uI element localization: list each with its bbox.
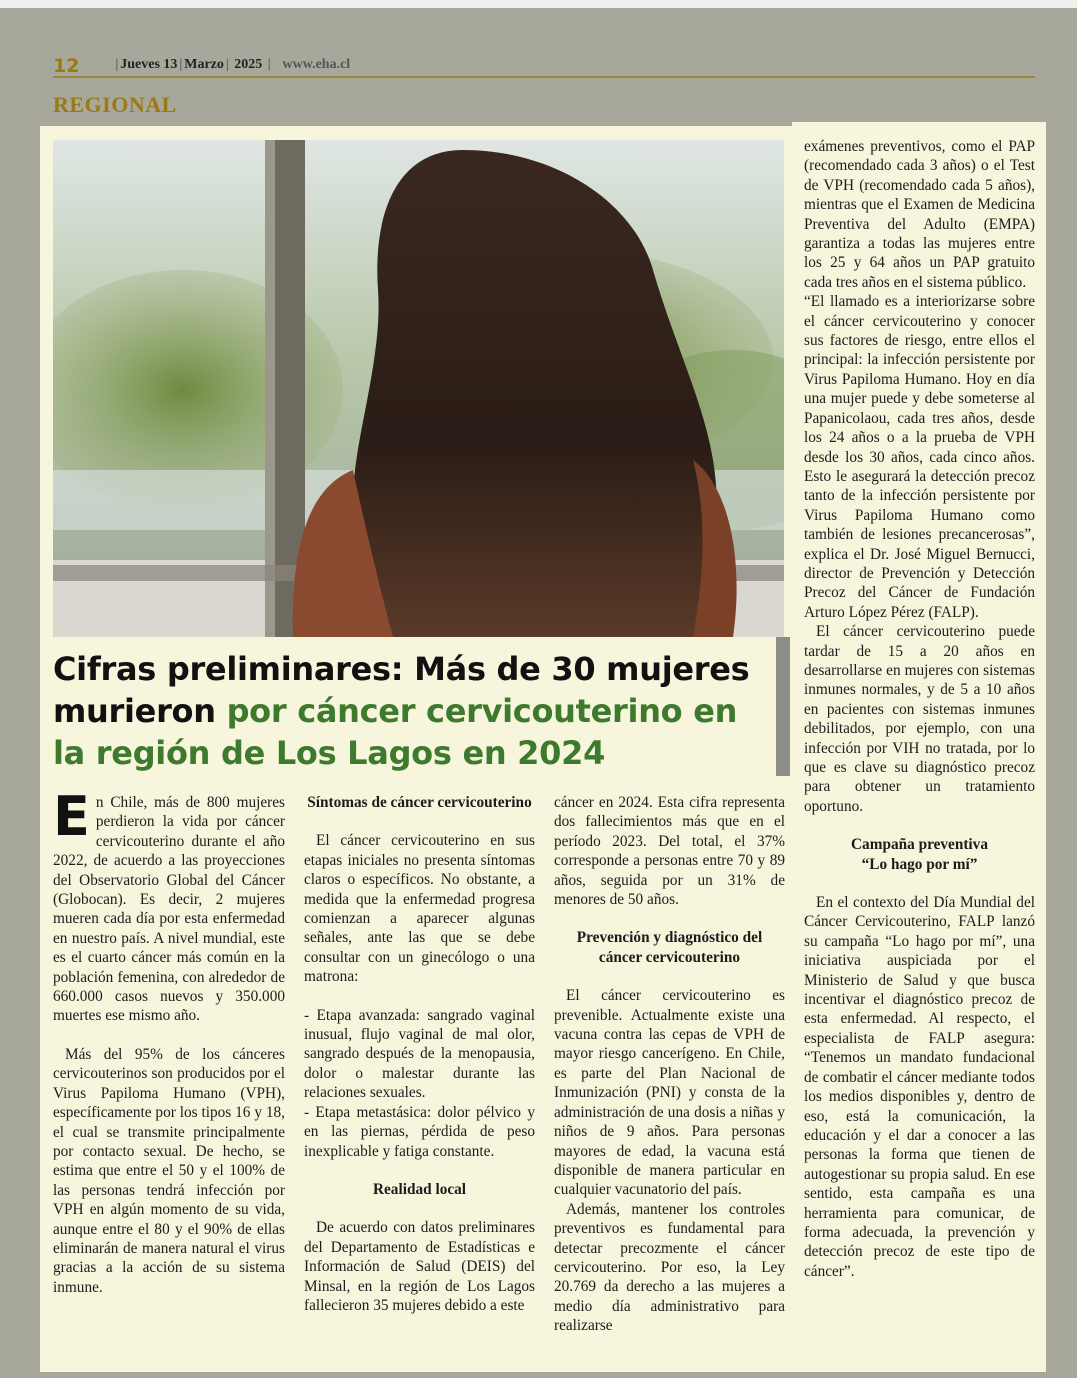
issue-year: 2025 <box>234 57 263 72</box>
col2-bullet-2: - Etapa metastásica: dolor pélvico y en las piernas, pérdida de peso inexplicable y fatiga constante. <box>304 1103 535 1160</box>
subheading-campana: Campaña preventiva <box>851 836 988 854</box>
col2-bullet-1: - Etapa avanzada: sangrado vaginal inusual, flujo vaginal de mal olor, sangrado después de la menopausia, dolor o malestar durante las relaciones sexuales. <box>304 1006 535 1102</box>
col4-paragraph-1: exámenes preventivos, como el PAP (recomendado cada 3 años) o el Test de VPH (recomendado cada 5 años), mientras que el Examen de Medicina Preventiva del Adulto (EMPA) garantiza a todas las mujeres entre los 25 y 64 años un PAP gratuito cada tres años en el sistema público. <box>804 138 1035 291</box>
article-column-4 <box>804 137 1035 1281</box>
col4-paragraph-4: En el contexto del Día Mundial del Cáncer Cervicouterino, FALP lanzó su campaña “Lo hago por mí”, una iniciativa auspiciada por el Ministerio de Salud y que busca incentivar el diagnóstico precoz de esta enfermedad. Al respecto, el especialista de FALP asegura: “Tenemos un mandato fundacional de combatir el cáncer mediante todos los medios disponibles y, dentro de eso, está la comunicación, la educación y el dar a conocer a las personas la forma que tienen de autogestionar su propia salud. En ese sentido, esta campaña es una herramienta para comunicar, de forma adecuada, la prevención y detección precoz de este tipo de cáncer”. <box>804 894 1035 1280</box>
article-column-3 <box>554 793 785 1336</box>
photo-woman-at-window <box>53 140 784 637</box>
col4-paragraph-3: El cáncer cervicouterino puede tardar de 15 a 20 años en desarrollarse en mujeres con sistemas inmunes normales, y de 5 a 10 años en pacientes con sistemas inmunes debilitados, por ejemplo, con una infección por VIH no tratada, por lo que es clave su diagnóstico precoz para obtener un tratamiento oportuno. <box>804 623 1035 815</box>
article-title <box>53 648 773 774</box>
col4-paragraph-2: “El llamado es a interiorizarse sobre el cáncer cervicouterino y conocer sus factores de riesgo, entre ellos el principal: la infección persistente por Virus Papiloma Humano. Hoy en día una mujer puede y debe someterse al Papanicolaou, cada tres años, desde los 24 años o a la prueba de VPH desde los 30 años, cada cinco años. Esto le asegurará la detección precoz tanto de la infección persistente por Virus Papiloma Humano como también de lesiones precancerosas”, explica el Dr. José Miguel Bernucci, director de Prevención y Detección Precoz del Cáncer de Fundación Arturo López Pérez (FALP). <box>804 293 1035 621</box>
col3-paragraph-1: cáncer en 2024. Esta cifra representa dos fallecimientos más que en el período 2023. Del total, el 37% corresponde a personas entre 70 y 89 años, seguida por un 31% de menores de 50 años. <box>554 794 785 909</box>
page-header <box>53 56 1035 78</box>
issue-day: Jueves 13 <box>120 57 178 72</box>
article-column-2 <box>304 793 535 1315</box>
col1-paragraph-1: n Chile, más de 800 mujeres perdieron la vida por cáncer cervicouterino durante el año 2022, de acuerdo a las proyecciones del Observatorio Global del Cáncer (Globocan). Es decir, 2 mujeres mueren cada día por esta enfermedad en nuestro país. A nivel mundial, este es el cuarto cáncer más común en la población femenina, con alrededor de 660.000 casos nuevos y 350.000 muertes ese mismo año. <box>53 794 285 1025</box>
col3-paragraph-2: El cáncer cervicouterino es prevenible. Actualmente existe una vacuna contra las cepas de VPH de mayor riesgo cancerígeno. En Chile, es parte del Plan Nacional de Inmunización (PNI) y consta de la administración de una dosis a niñas y niños de 9 años. Para personas mayores de edad, la vacuna está disponible de manera particular en cualquier vacunatorio del país. <box>554 987 785 1199</box>
article-column-1 <box>53 785 285 1297</box>
col3-paragraph-3: Además, mantener los controles preventivos es fundamental para detectar precozmente el cáncer cervicouterino. Por eso, la Ley 20.769 da derecho a las mujeres a medio día administrativo para realizarse <box>554 1200 785 1335</box>
col1-paragraph-2: Más del 95% de los cánceres cervicouterinos son producidos por el Virus Papiloma Humano (VPH), específicamente por los tipos 16 y 18, el cual se transmite principalmente por contacto sexual. De hecho, se estima que entre el 50 y el 100% de las personas tendrá infección por VPH en algún momento de su vida, aunque entre el 80 y el 90% de ellas eliminarán de manera natural el virus gracias a la acción de su sistema inmune. <box>53 1045 285 1296</box>
col2-paragraph-2: De acuerdo con datos preliminares del Departamento de Estadísticas e Información de Salud (DEIS) del Minsal, en la región de Los Lagos fallecieron 35 mujeres debido a este <box>304 1219 535 1314</box>
issue-month: Marzo <box>184 57 224 72</box>
section-label: REGIONAL <box>53 92 177 117</box>
page-number: 12 <box>53 55 80 77</box>
site-link[interactable]: www.eha.cl <box>282 57 351 72</box>
title-part-black: Cifras preliminares: Más de 30 mujeres murieron <box>53 650 750 730</box>
subheading-prevencion: Prevención y diagnóstico del cáncer cervicouterino <box>576 929 763 966</box>
subheading-realidad-local: Realidad local <box>372 1180 467 1198</box>
photo-illustration <box>53 140 784 637</box>
title-accent-bar <box>776 637 790 776</box>
drop-cap: E <box>53 785 90 848</box>
col2-paragraph-1: El cáncer cervicouterino en sus etapas iniciales no presenta síntomas claros o específicos. No obstante, a medida que la enfermedad progresa comienzan a aparecer algunas señales, ante las que se debe consultar con un ginecólogo o una matrona: <box>304 832 535 986</box>
top-band <box>0 0 1077 8</box>
subheading-sintomas: Síntomas de cáncer cervicouterino <box>307 794 532 811</box>
subheading-lo-hago-por-mi: “Lo hago por mí” <box>861 855 978 873</box>
title-part-green: por cáncer cervicouterino en la región de Los Lagos en 2024 <box>53 692 738 772</box>
issue-date: | Jueves 13 | Marzo | 2025 | <box>115 57 271 72</box>
